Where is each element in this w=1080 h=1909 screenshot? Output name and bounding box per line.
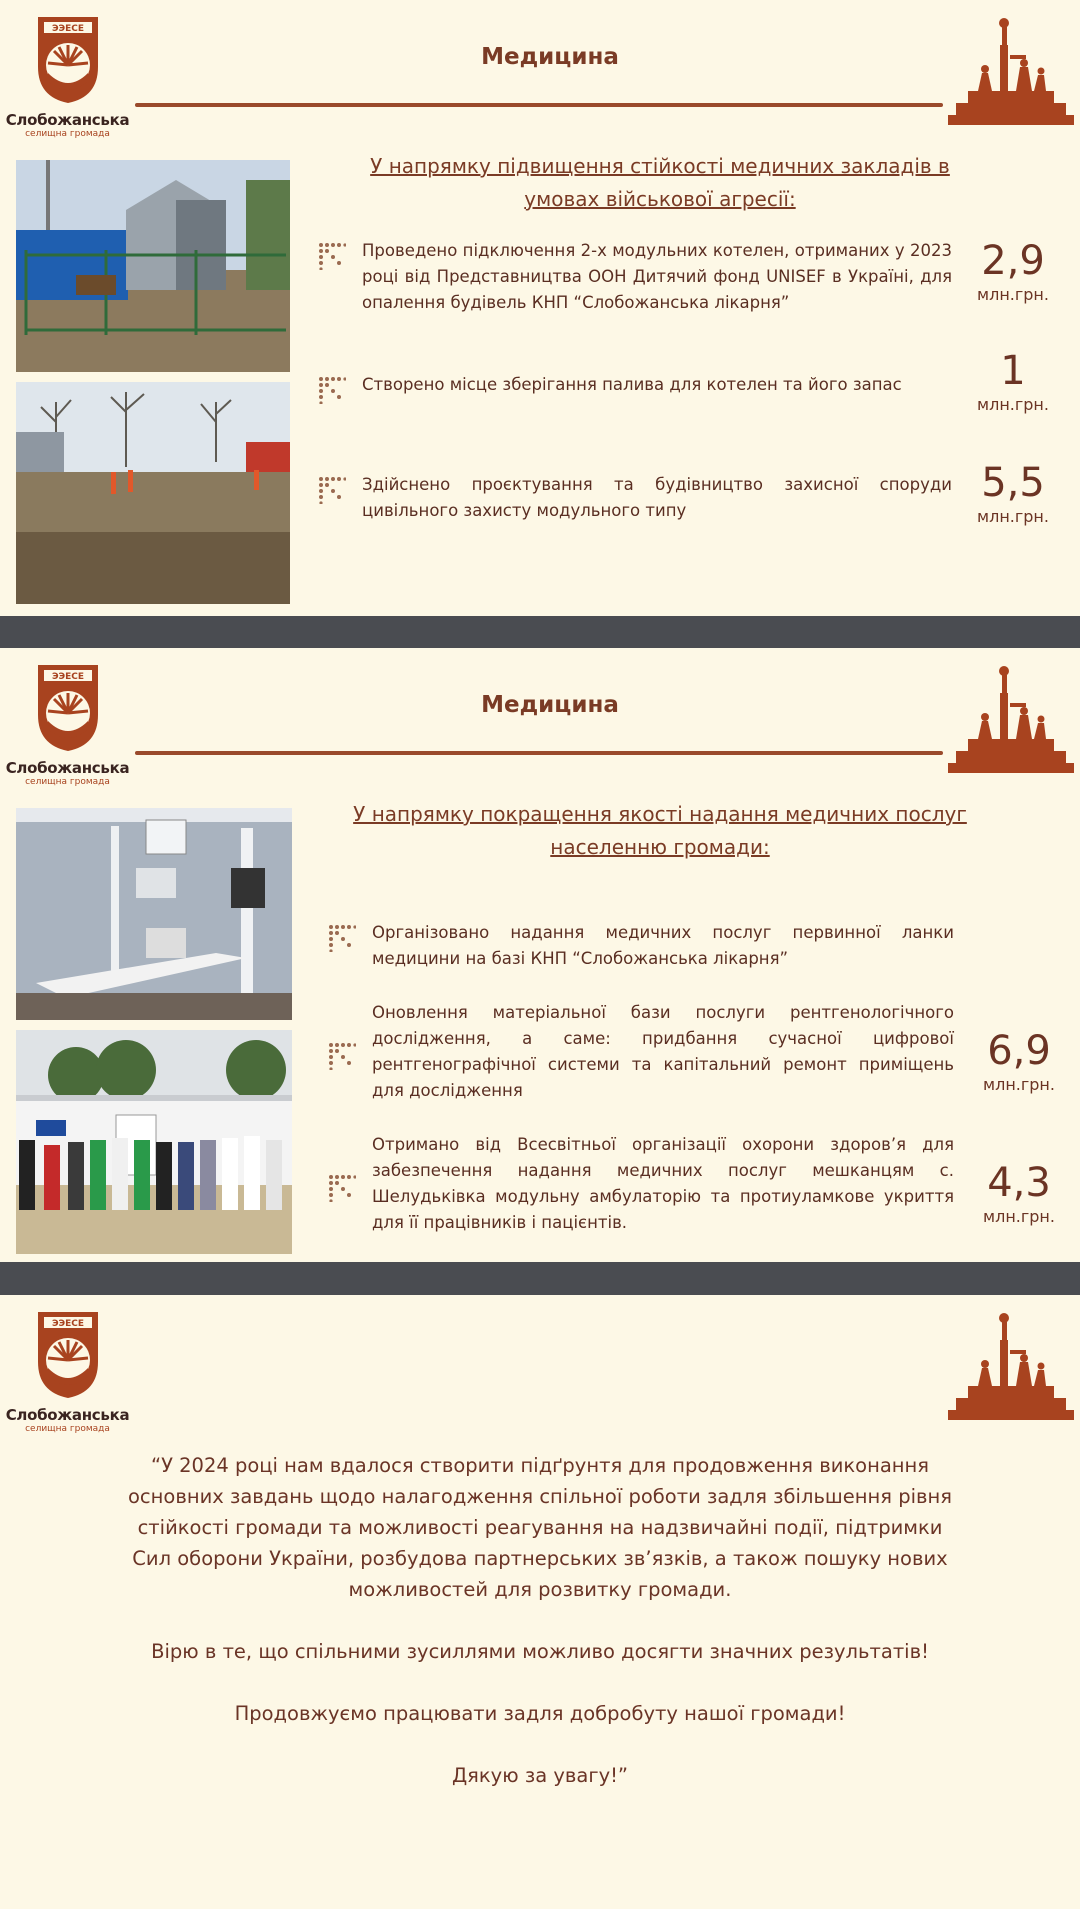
logo-title: Слобожанська — [5, 1406, 130, 1424]
xray-room-photo — [16, 808, 292, 1020]
amount — [958, 238, 1068, 306]
amount-unit: млн.грн. — [977, 395, 1049, 414]
subtitle-line-2: умовах військової агресії: — [524, 187, 796, 211]
monument-icon — [948, 663, 1074, 782]
list-item — [328, 1000, 1068, 1110]
item-text: Проведено підключення 2-х модульних котелен, отриманих у 2023 році від Представництва ООН Дитячий фонд UNISEF в Україні, для опалення будівель КНП “Слобожанська лікарня” — [362, 241, 952, 312]
item-text: Отримано від Всесвітньої організації охорони здоров’я для забезпечення надання медичних послуг мешканцям с. Шелудьківка модульну амбулаторію та протиуламкове укриття для її працівників і пацієнтів. — [372, 1135, 954, 1232]
svg-text:ЭЭЕСЕ: ЭЭЕСЕ — [51, 672, 84, 682]
amount — [958, 460, 1068, 528]
logo-subtitle: селищна громада — [25, 777, 110, 787]
amount — [964, 1028, 1074, 1096]
list-item — [328, 1132, 1068, 1242]
header-divider — [135, 103, 943, 107]
logo-subtitle: селищна громада — [25, 1424, 110, 1434]
header-divider — [135, 751, 943, 755]
quote-paragraph: Продовжуємо працювати задля добробуту нашої громади! — [234, 1702, 846, 1725]
boiler-house-photo — [16, 160, 290, 372]
page-title: Медицина — [481, 44, 619, 70]
logo-title: Слобожанська — [5, 111, 130, 129]
amount-value: 6,9 — [987, 1028, 1051, 1074]
subtitle-line-1: У напрямку покращення якості надання медичних послуг — [353, 802, 967, 826]
arrow-up-left-icon — [328, 1174, 356, 1202]
amount-value: 2,9 — [981, 238, 1045, 284]
item-text: Організовано надання медичних послуг первинної ланки медицини на базі КНП “Слобожанська лікарня” — [372, 923, 954, 968]
quote-paragraph: Вірю в те, що спільними зусиллями можливо досягти значних результатів! — [151, 1640, 929, 1663]
monument-icon — [948, 1310, 1074, 1429]
slide-medicine-resilience — [0, 0, 1080, 616]
amount-value: 4,3 — [987, 1160, 1051, 1206]
coat-of-arms-icon — [35, 1310, 101, 1400]
page-title: Медицина — [481, 692, 619, 718]
logo-title: Слобожанська — [5, 759, 130, 777]
quote-paragraph: “У 2024 році нам вдалося створити підґрунтя для продовження виконання основних завдань щодо налагодження спільної роботи задля збільшення рівня стійкості громади та можливості реагування на надзвичайні події, підтримки Сил оборони України, розбудова партнерських зв’язків, а також пошуку нових можливостей для розвитку громади. — [128, 1454, 952, 1601]
community-logo — [0, 663, 135, 787]
item-text: Оновлення матеріальної бази послуги рентгенологічного дослідження, а саме: придбання сучасної цифрової рентгенографічної системи та капітальний ремонт приміщень для дослідження — [372, 1003, 954, 1100]
list-item — [328, 920, 1068, 976]
subtitle-line-1: У напрямку підвищення стійкості медичних закладів в — [370, 154, 950, 178]
amount-value: 1 — [1000, 348, 1026, 394]
arrow-up-left-icon — [318, 476, 346, 504]
subtitle-line-2: населенню громади: — [550, 835, 770, 859]
arrow-up-left-icon — [318, 376, 346, 404]
svg-text:ЭЭЕСЕ: ЭЭЕСЕ — [51, 24, 84, 34]
arrow-up-left-icon — [318, 242, 346, 270]
list-item — [318, 238, 1068, 348]
list-item — [318, 460, 1068, 532]
amount-unit: млн.грн. — [977, 507, 1049, 526]
construction-site-photo — [16, 382, 290, 604]
monument-icon — [948, 15, 1074, 134]
item-text: Здійснено проєктування та будівництво захисної споруди цивільного захисту модульного типу — [362, 475, 952, 520]
community-logo — [0, 1310, 135, 1434]
arrow-up-left-icon — [328, 924, 356, 952]
amount-value: 5,5 — [981, 460, 1045, 506]
arrow-up-left-icon — [328, 1042, 356, 1070]
item-text: Створено місце зберігання палива для котелен та його запас — [362, 375, 902, 394]
section-subtitle — [340, 150, 980, 216]
closing-quote — [120, 1450, 960, 1822]
coat-of-arms-icon — [35, 15, 101, 105]
section-subtitle — [320, 798, 1000, 864]
amount — [958, 348, 1068, 416]
amount-unit: млн.грн. — [977, 285, 1049, 304]
amount-unit: млн.грн. — [983, 1207, 1055, 1226]
amount — [964, 1160, 1074, 1228]
ambulatory-group-photo — [16, 1030, 292, 1254]
logo-subtitle: селищна громада — [25, 129, 110, 139]
coat-of-arms-icon — [35, 663, 101, 753]
list-item — [318, 348, 1068, 432]
slide-medicine-quality — [0, 648, 1080, 1262]
slide-closing-address — [0, 1295, 1080, 1909]
svg-text:ЭЭЕСЕ: ЭЭЕСЕ — [51, 1319, 84, 1329]
community-logo — [0, 15, 135, 139]
amount-unit: млн.грн. — [983, 1075, 1055, 1094]
quote-paragraph: Дякую за увагу!” — [451, 1764, 629, 1787]
